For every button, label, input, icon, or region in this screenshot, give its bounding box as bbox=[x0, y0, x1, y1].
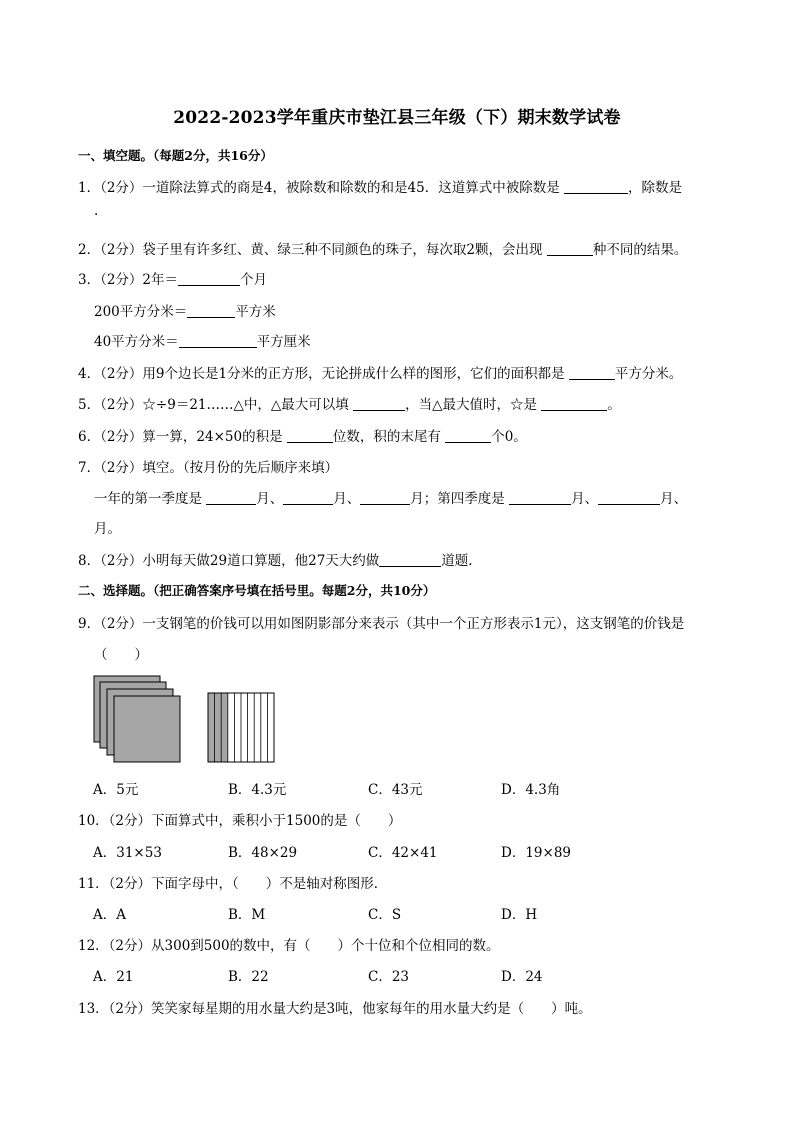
q7-sep-4: 月、 bbox=[660, 491, 688, 507]
q10-option-a[interactable]: A．31×53 bbox=[93, 845, 162, 861]
q5-text-2: ，当△最大值时，☆是 bbox=[405, 397, 537, 413]
q12-option-c[interactable]: C．23 bbox=[368, 969, 410, 985]
question-9: 9．（2分）一支钢笔的价钱可以用如图阴影部分来表示（其中一个正方形表示1元），这支钢笔的价钱是 bbox=[78, 616, 685, 632]
q3-text-3: 40平方分米＝ bbox=[94, 334, 179, 350]
q10-option-d[interactable]: D．19×89 bbox=[501, 845, 571, 861]
q9-option-c[interactable]: C．43元 bbox=[368, 782, 423, 798]
q12-options bbox=[93, 965, 653, 985]
q4-text-2: 平方分米。 bbox=[614, 366, 683, 382]
q3-blank-2[interactable] bbox=[187, 303, 235, 318]
q1-blank-divisor-end: . bbox=[94, 203, 99, 219]
square-4 bbox=[114, 696, 180, 762]
q3-text-2: 200平方分米＝ bbox=[94, 304, 188, 320]
q5-text-3: 。 bbox=[607, 397, 621, 413]
question-13: 13．（2分）笑笑家每星期的用水量大约是3吨，他家每年的用水量大约是（ ）吨。 bbox=[78, 1001, 592, 1017]
q7-text-q4: 月；第四季度是 bbox=[410, 491, 505, 507]
shaded-tenths bbox=[208, 693, 228, 762]
q4-blank[interactable] bbox=[569, 365, 615, 380]
q3-blank-3[interactable] bbox=[179, 333, 257, 348]
q12-option-a[interactable]: A．21 bbox=[93, 969, 134, 985]
q1-text: 1．（2分）一道除法算式的商是4，被除数和除数的和是45．这道算式中被除数是 bbox=[78, 180, 560, 196]
question-3 bbox=[78, 268, 267, 288]
q7-blank-2[interactable] bbox=[283, 490, 333, 505]
question-5 bbox=[78, 393, 621, 413]
question-3-line-3 bbox=[94, 330, 311, 350]
money-squares-figure bbox=[92, 673, 282, 765]
q9-answer-paren: （ ） bbox=[94, 647, 148, 663]
q5-blank-2[interactable] bbox=[541, 396, 607, 411]
question-6 bbox=[78, 425, 527, 445]
q7-line-3: 月。 bbox=[94, 521, 121, 537]
q11-option-a[interactable]: A．A bbox=[93, 907, 126, 923]
section-choice: 二、选择题。（把正确答案序号填在括号里。每题2分，共10分） bbox=[78, 583, 436, 598]
q11-option-b[interactable]: B．M bbox=[228, 907, 266, 923]
question-7: 7．（2分）填空。（按月份的先后顺序来填） bbox=[78, 460, 339, 476]
q1-blank-dividend[interactable] bbox=[564, 179, 628, 194]
shaded-squares bbox=[94, 676, 180, 762]
q1-text-2: ，除数是 bbox=[628, 180, 682, 196]
q8-text: 8．（2分）小明每天做29道口算题，他27天大约做 bbox=[78, 553, 380, 569]
q9-options bbox=[93, 778, 653, 798]
q3-blank-1[interactable] bbox=[178, 271, 240, 286]
q11-options bbox=[93, 903, 653, 923]
q9-option-d[interactable]: D．4.3角 bbox=[501, 782, 561, 798]
q11-option-d[interactable]: D．H bbox=[501, 907, 538, 923]
q11-option-c[interactable]: C．S bbox=[368, 907, 402, 923]
question-1 bbox=[78, 176, 682, 196]
q2-text-2: 种不同的结果。 bbox=[592, 242, 688, 258]
q2-text: 2．（2分）袋子里有许多红、黄、绿三种不同颜色的珠子，每次取2颗，会出现 bbox=[78, 242, 543, 258]
q10-option-b[interactable]: B．48×29 bbox=[228, 845, 298, 861]
q7-sep-2: 月、 bbox=[333, 491, 361, 507]
question-12: 12．（2分）从300到500的数中，有（ ）个十位和个位相同的数。 bbox=[78, 938, 500, 954]
section-fill-blank: 一、填空题。（每题2分，共16分） bbox=[78, 148, 273, 163]
q9-option-b[interactable]: B．4.3元 bbox=[228, 782, 287, 798]
q6-text: 6．（2分）算一算，24×50的积是 bbox=[78, 429, 283, 445]
question-4 bbox=[78, 362, 682, 382]
question-3-line-2 bbox=[94, 300, 276, 320]
q8-blank[interactable] bbox=[379, 552, 441, 567]
question-2 bbox=[78, 238, 687, 258]
q8-text-2: 道题. bbox=[441, 553, 473, 569]
q6-blank-1[interactable] bbox=[287, 428, 333, 443]
q7-blank-3[interactable] bbox=[360, 490, 410, 505]
q3-text: 3．（2分）2年＝ bbox=[78, 272, 179, 288]
question-7-line-2 bbox=[94, 487, 687, 507]
q3-unit-2: 平方米 bbox=[235, 304, 276, 320]
q3-unit-3: 平方厘米 bbox=[256, 334, 311, 350]
question-8 bbox=[78, 549, 473, 569]
q6-text-2: 位数，积的末尾有 bbox=[332, 429, 441, 445]
page-title: 2022-2023学年重庆市垫江县三年级（下）期末数学试卷 bbox=[173, 108, 621, 128]
q3-unit-1: 个月 bbox=[240, 272, 268, 288]
q12-option-b[interactable]: B．22 bbox=[228, 969, 269, 985]
q4-text: 4．（2分）用9个边长是1分米的正方形，无论拼成什么样的图形，它们的面积都是 bbox=[78, 366, 565, 382]
q5-text: 5．（2分）☆÷9＝21……△中，△最大可以填 bbox=[78, 397, 349, 413]
question-10: 10．（2分）下面算式中，乘积小于1500的是（ ） bbox=[78, 813, 402, 829]
q7-blank-5[interactable] bbox=[598, 490, 660, 505]
q10-option-c[interactable]: C．42×41 bbox=[368, 845, 438, 861]
q10-options bbox=[93, 841, 653, 861]
q7-text-q1: 一年的第一季度是 bbox=[94, 491, 202, 507]
question-11: 11．（2分）下面字母中，（ ）不是轴对称图形． bbox=[78, 876, 388, 892]
q2-blank[interactable] bbox=[547, 241, 593, 256]
q6-text-3: 个0。 bbox=[491, 429, 527, 445]
q9-option-a[interactable]: A．5元 bbox=[93, 782, 139, 798]
q5-blank-1[interactable] bbox=[353, 396, 405, 411]
q7-blank-1[interactable] bbox=[206, 490, 256, 505]
q7-sep-3: 月、 bbox=[571, 491, 599, 507]
tenths-square bbox=[208, 693, 274, 762]
q7-sep-1: 月、 bbox=[256, 491, 284, 507]
q7-blank-4[interactable] bbox=[509, 490, 571, 505]
q12-option-d[interactable]: D．24 bbox=[501, 969, 543, 985]
q6-blank-2[interactable] bbox=[445, 428, 491, 443]
